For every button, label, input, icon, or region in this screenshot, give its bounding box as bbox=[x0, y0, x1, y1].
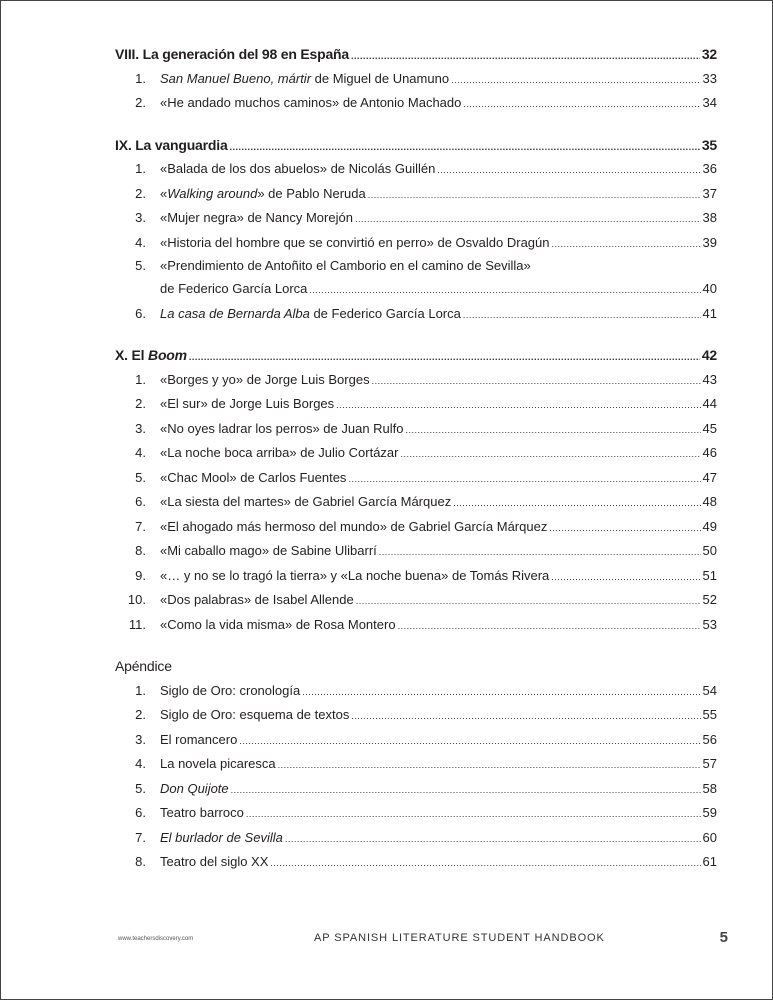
entry-number: 1. bbox=[135, 371, 146, 387]
toc-entry bbox=[115, 703, 717, 728]
dot-leader bbox=[463, 92, 700, 117]
page-number: 50 bbox=[702, 543, 717, 558]
page-number: 45 bbox=[702, 420, 717, 436]
title-pre: La novela picaresca bbox=[160, 756, 276, 771]
entry-title bbox=[160, 752, 276, 777]
toc-entry bbox=[115, 564, 717, 589]
title-pre: «… y no se lo tragó la tierra» y «La noche buena» de Tomás Rivera bbox=[160, 567, 550, 583]
page-number: 61 bbox=[702, 854, 717, 869]
toc-section bbox=[115, 133, 717, 327]
page-number: 32 bbox=[701, 46, 717, 62]
dot-leader bbox=[351, 44, 700, 69]
entry-title bbox=[160, 826, 283, 851]
entry-number: 6. bbox=[135, 494, 146, 509]
entry-number: 10. bbox=[127, 592, 146, 607]
entry-number: 6. bbox=[135, 305, 146, 321]
dot-leader bbox=[285, 827, 701, 852]
dot-leader bbox=[336, 393, 700, 418]
title-italic: Boom bbox=[148, 347, 187, 363]
page-number: 56 bbox=[702, 731, 717, 747]
dot-leader bbox=[355, 207, 701, 232]
entry-number: 1. bbox=[135, 682, 146, 698]
dot-leader bbox=[302, 680, 700, 705]
title-pre: Teatro del siglo XX bbox=[160, 854, 269, 869]
dot-leader bbox=[552, 232, 701, 257]
entry-title bbox=[160, 441, 398, 466]
dot-leader bbox=[368, 183, 701, 208]
page-number: 54 bbox=[702, 682, 717, 698]
entry-title bbox=[160, 539, 377, 564]
dot-leader bbox=[239, 729, 700, 754]
section-heading bbox=[115, 654, 717, 679]
entry-number: 7. bbox=[135, 829, 146, 845]
entry-number: 2. bbox=[135, 185, 146, 201]
toc-entry bbox=[115, 490, 717, 515]
entry-title bbox=[115, 654, 172, 679]
entry-title bbox=[160, 588, 354, 613]
page-number: 58 bbox=[702, 780, 717, 796]
title-pre: « bbox=[160, 185, 168, 201]
toc-entry bbox=[115, 255, 717, 277]
page-number: 44 bbox=[702, 396, 717, 411]
entry-number: 2. bbox=[135, 95, 146, 110]
page-number: 36 bbox=[702, 161, 717, 176]
entry-title bbox=[160, 392, 334, 417]
entry-number: 4. bbox=[135, 234, 146, 250]
footer-url: www.teachersdiscovery.com bbox=[118, 936, 194, 942]
entry-title bbox=[160, 850, 268, 875]
entry-title bbox=[160, 67, 449, 92]
entry-number: 11. bbox=[128, 616, 146, 632]
entry-number: 3. bbox=[135, 210, 146, 225]
entry-number: 8. bbox=[135, 854, 146, 869]
title-pre: «Chac Mool» de Carlos Fuentes bbox=[160, 469, 347, 485]
table-of-contents bbox=[115, 42, 717, 892]
dot-leader bbox=[189, 345, 700, 370]
toc-entry bbox=[115, 441, 717, 466]
entry-number: 5. bbox=[135, 469, 146, 485]
title-pre: «Como la vida misma» de Rosa Montero bbox=[160, 616, 396, 632]
dot-leader bbox=[379, 540, 701, 565]
page-number: 46 bbox=[702, 445, 717, 460]
page-footer bbox=[118, 929, 728, 948]
page-number: 34 bbox=[702, 95, 717, 110]
title-pre: VIII. La generación del 98 en España bbox=[115, 46, 349, 62]
toc-entry bbox=[115, 231, 717, 256]
entry-title bbox=[115, 42, 349, 67]
dot-leader bbox=[270, 851, 700, 876]
title-post: de Federico García Lorca bbox=[309, 305, 461, 321]
entry-number: 1. bbox=[135, 70, 146, 86]
footer-page-number: 5 bbox=[719, 929, 728, 946]
title-pre: Siglo de Oro: cronología bbox=[160, 682, 301, 698]
toc-entry bbox=[115, 588, 717, 613]
dot-leader bbox=[551, 565, 700, 590]
entry-title bbox=[160, 728, 237, 753]
entry-number: 8. bbox=[135, 543, 146, 558]
dot-leader bbox=[348, 467, 700, 492]
title-italic: Don Quijote bbox=[160, 780, 229, 796]
toc-entry bbox=[115, 67, 717, 92]
page-number: 39 bbox=[702, 234, 717, 250]
title-pre: Teatro barroco bbox=[160, 805, 244, 820]
page-number: 55 bbox=[702, 707, 717, 722]
dot-leader bbox=[278, 753, 701, 778]
title-pre: Apéndice bbox=[115, 658, 172, 674]
page-number: 37 bbox=[702, 185, 717, 201]
dot-leader bbox=[406, 418, 701, 443]
page-number: 47 bbox=[702, 469, 717, 485]
entry-number: 4. bbox=[135, 445, 146, 460]
entry-title bbox=[160, 801, 244, 826]
toc-entry bbox=[115, 539, 717, 564]
title-pre: «Mujer negra» de Nancy Morejón bbox=[160, 210, 353, 225]
toc-entry bbox=[115, 182, 717, 207]
dot-leader bbox=[230, 135, 700, 160]
entry-title bbox=[160, 182, 366, 207]
entry-title bbox=[160, 91, 461, 116]
page-number: 49 bbox=[702, 518, 717, 534]
title-italic: La casa de Bernarda Alba bbox=[160, 305, 310, 321]
entry-title bbox=[160, 302, 461, 327]
toc-section bbox=[115, 343, 717, 637]
dot-leader bbox=[246, 802, 701, 827]
title-italic: Walking around bbox=[167, 185, 258, 201]
entry-number: 3. bbox=[135, 420, 146, 436]
entry-title bbox=[160, 777, 229, 802]
entry-title bbox=[160, 255, 531, 277]
title-pre: «La noche boca arriba» de Julio Cortázar bbox=[160, 445, 399, 460]
entry-title bbox=[160, 613, 396, 638]
entry-number: 2. bbox=[135, 396, 146, 411]
title-pre: X. El bbox=[115, 347, 149, 363]
toc-entry bbox=[115, 91, 717, 116]
title-pre: «Historia del hombre que se convirtió en perro» de Osvaldo Dragún bbox=[160, 234, 550, 250]
dot-leader bbox=[356, 589, 701, 614]
entry-number: 9. bbox=[135, 567, 146, 583]
toc-entry bbox=[115, 752, 717, 777]
entry-number: 1. bbox=[135, 161, 146, 176]
title-pre: «Prendimiento de Antoñito el Camborio en el camino de Sevilla» bbox=[160, 258, 531, 273]
entry-number: 6. bbox=[135, 805, 146, 820]
title-pre: «El sur» de Jorge Luis Borges bbox=[160, 396, 335, 411]
section-heading bbox=[115, 42, 717, 67]
entry-title bbox=[160, 564, 549, 589]
dot-leader bbox=[463, 303, 701, 328]
entry-title bbox=[160, 466, 346, 491]
title-pre: «Mi caballo mago» de Sabine Ulibarrí bbox=[160, 543, 377, 558]
section-heading bbox=[115, 133, 717, 158]
dot-leader bbox=[549, 516, 700, 541]
toc-entry bbox=[115, 826, 717, 851]
dot-leader bbox=[437, 158, 700, 183]
title-pre: «Dos palabras» de Isabel Allende bbox=[160, 592, 354, 607]
title-pre: «El ahogado más hermoso del mundo» de Gabriel García Márquez bbox=[160, 518, 548, 534]
entry-title bbox=[160, 515, 547, 540]
dot-leader bbox=[398, 614, 701, 639]
title-italic: El burlador de Sevilla bbox=[160, 829, 283, 845]
page-number: 35 bbox=[701, 136, 717, 153]
page-number: 51 bbox=[702, 567, 717, 583]
toc-entry bbox=[115, 850, 717, 875]
entry-title bbox=[160, 679, 300, 704]
footer-title: AP SPANISH LITERATURE STUDENT HANDBOOK bbox=[314, 932, 605, 944]
page-number: 52 bbox=[702, 592, 717, 607]
entry-number: 3. bbox=[135, 731, 146, 747]
toc-entry bbox=[115, 515, 717, 540]
page-number: 59 bbox=[702, 805, 717, 820]
toc-entry bbox=[115, 206, 717, 231]
page-number: 41 bbox=[702, 305, 717, 321]
title-post: de Miguel de Unamuno bbox=[311, 70, 450, 86]
toc-entry bbox=[115, 392, 717, 417]
toc-section bbox=[115, 42, 717, 116]
dot-leader bbox=[372, 369, 701, 394]
entry-number: 7. bbox=[135, 518, 146, 534]
title-pre: «Borges y yo» de Jorge Luis Borges bbox=[160, 371, 370, 387]
title-pre: IX. La vanguardia bbox=[115, 136, 228, 153]
page-number: 43 bbox=[702, 371, 717, 387]
entry-title bbox=[115, 343, 187, 368]
dot-leader bbox=[351, 704, 700, 729]
dot-leader bbox=[400, 442, 700, 467]
entry-title bbox=[160, 368, 370, 393]
title-pre: El romancero bbox=[160, 731, 238, 747]
entry-title bbox=[160, 703, 349, 728]
page-number: 57 bbox=[702, 756, 717, 771]
page-number: 53 bbox=[702, 616, 717, 632]
toc-entry bbox=[115, 157, 717, 182]
page-number: 60 bbox=[702, 829, 717, 845]
page-number: 38 bbox=[702, 210, 717, 225]
toc-entry bbox=[115, 368, 717, 393]
dot-leader bbox=[451, 68, 700, 93]
toc-entry bbox=[115, 777, 717, 802]
toc-entry bbox=[115, 613, 717, 638]
toc-entry bbox=[115, 801, 717, 826]
entry-title-line2: de Federico García Lorca bbox=[160, 281, 308, 296]
title-pre: Siglo de Oro: esquema de textos bbox=[160, 707, 350, 722]
entry-number: 5. bbox=[135, 258, 146, 273]
entry-number: 4. bbox=[135, 756, 146, 771]
dot-leader bbox=[453, 491, 700, 516]
toc-entry bbox=[115, 679, 717, 704]
dot-leader bbox=[309, 278, 700, 303]
entry-number: 5. bbox=[135, 780, 146, 796]
toc-entry bbox=[115, 466, 717, 491]
page-number: 33 bbox=[702, 70, 717, 86]
toc-entry bbox=[115, 728, 717, 753]
entry-title bbox=[160, 417, 404, 442]
entry-title bbox=[160, 206, 353, 231]
title-italic: San Manuel Bueno, mártir bbox=[160, 70, 312, 86]
title-pre: «No oyes ladrar los perros» de Juan Rulfo bbox=[160, 420, 404, 436]
entry-title bbox=[160, 157, 435, 182]
title-pre: «He andado muchos caminos» de Antonio Machado bbox=[160, 95, 462, 110]
entry-title bbox=[160, 231, 550, 256]
dot-leader bbox=[231, 778, 701, 803]
toc-entry bbox=[115, 302, 717, 327]
entry-number: 2. bbox=[135, 707, 146, 722]
entry-title bbox=[160, 490, 451, 515]
toc-section bbox=[115, 654, 717, 875]
title-post: » de Pablo Neruda bbox=[257, 185, 366, 201]
title-pre: «La siesta del martes» de Gabriel García Márquez bbox=[160, 494, 452, 509]
page-number: 40 bbox=[702, 281, 717, 296]
toc-entry-continuation bbox=[115, 277, 717, 302]
toc-entry bbox=[115, 417, 717, 442]
title-pre: «Balada de los dos abuelos» de Nicolás Guillén bbox=[160, 161, 436, 176]
page-number: 42 bbox=[701, 347, 717, 363]
entry-title bbox=[115, 133, 228, 158]
section-heading bbox=[115, 343, 717, 368]
page-number: 48 bbox=[702, 494, 717, 509]
